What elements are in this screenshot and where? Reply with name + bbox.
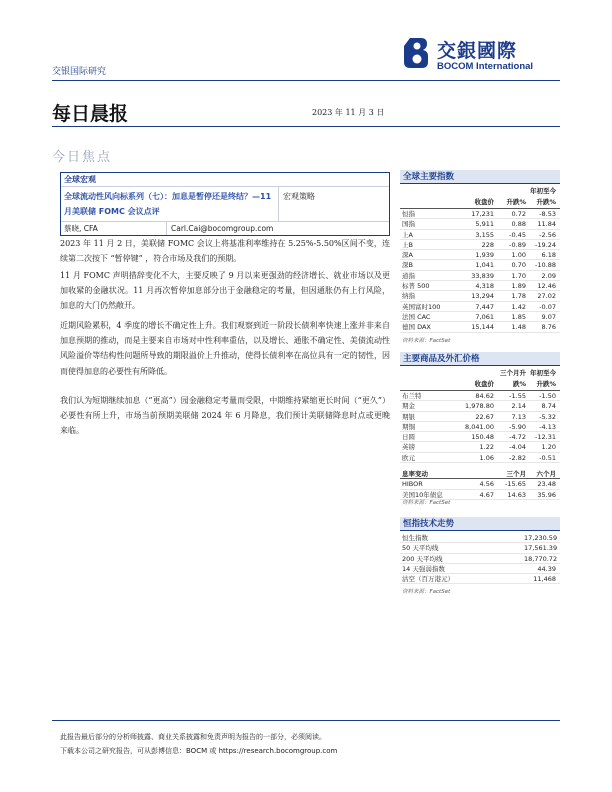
indices-row xyxy=(400,240,560,250)
indices-cell: 33,839 xyxy=(471,271,494,280)
footer-download[interactable]: 下载本公司之研究报告，可从彭博信息：BOCM 或 https://research.bocomgroup.com xyxy=(60,747,338,755)
indices-cell: 13,294 xyxy=(471,292,494,301)
commodities-cell: 150.48 xyxy=(471,433,494,442)
commodities-cell: 期银 xyxy=(402,412,415,421)
commodities-cell: 2.14 xyxy=(511,402,526,411)
indices-cell: 1.85 xyxy=(511,312,526,321)
technicals-source: 资料来源：FactSet xyxy=(402,589,451,595)
commodities-cell: -12.31 xyxy=(535,433,556,442)
commodities-cell: -1.55 xyxy=(509,392,526,400)
rates-cell: 35.96 xyxy=(537,490,556,499)
technicals-table xyxy=(400,533,560,584)
indices-cell: 2.09 xyxy=(541,271,556,280)
indices-row xyxy=(400,302,560,312)
indices-cell: 9.07 xyxy=(541,312,556,321)
rates-cell: 美国10年债息 xyxy=(402,490,443,499)
research-label: 交银国际研究 xyxy=(52,67,107,77)
technicals-row xyxy=(400,574,560,584)
commodities-cell: -4.72 xyxy=(509,433,526,442)
commodities-cell: -1.50 xyxy=(539,392,556,400)
indices-row xyxy=(400,291,560,301)
commodities-cell: 22.67 xyxy=(475,412,494,421)
bocom-logo-icon xyxy=(400,36,432,70)
indices-cell: -0.89 xyxy=(509,240,526,249)
technicals-row xyxy=(400,564,560,574)
commodities-cell: 期金 xyxy=(402,402,415,411)
technicals-cell: 18,770.72 xyxy=(524,554,558,563)
author-email-link[interactable]: Carl.Cai@bocomgroup.com xyxy=(171,224,274,233)
commodities-cell: -2.82 xyxy=(509,453,526,462)
indices-cell: 1.00 xyxy=(511,251,526,260)
indices-row xyxy=(400,281,560,291)
commodities-row xyxy=(400,442,560,452)
rates-cell: 14.63 xyxy=(507,490,526,499)
indices-cell: -0.07 xyxy=(539,302,556,311)
indices-cell: 法国 CAC xyxy=(402,312,431,321)
indices-cell: 0.72 xyxy=(511,210,526,218)
technicals-cell: 17,561.39 xyxy=(524,544,558,553)
commodities-title: 主要商品及外汇价格 xyxy=(400,352,560,366)
indices-cell: 上A xyxy=(402,230,413,239)
topic-box xyxy=(60,172,390,236)
paragraph-1: 2023 年 11 月 2 日，美联储 FOMC 会议上将基准利率维持在 5.25%-5.50%区间不变，连续第二次按下 “暂停键” ，符合市场及我们的预期。 xyxy=(60,239,390,264)
indices-row xyxy=(400,312,560,322)
indices-cell: 228 xyxy=(481,240,494,249)
rates-cell: HIBOR xyxy=(402,480,423,489)
indices-table xyxy=(400,185,560,333)
paragraph-4: 我们认为短期继续加息（“更高”）园金融稳定考量而受限，中期维持紧缩更长时间（“更久”）必要性有所上升，市场当前预期美联储 2024 年 6 月降息，我们预计美联储降息时点或更晚来临。 xyxy=(60,396,390,436)
technicals-cell: 17,230.59 xyxy=(524,534,558,542)
indices-row xyxy=(400,219,560,229)
commodities-cell: 1.06 xyxy=(479,453,494,462)
rates-cell: 4.56 xyxy=(479,480,494,489)
commodities-row xyxy=(400,422,560,432)
commodities-cell: -4.13 xyxy=(539,422,556,431)
commodities-source: 资料来源：FactSet xyxy=(402,500,451,506)
indices-row xyxy=(400,230,560,240)
indices-row xyxy=(400,260,560,270)
logo-english-name: BOCOM International xyxy=(437,61,534,72)
indices-cell: 15,144 xyxy=(471,323,494,332)
indices-cell: 英国富时100 xyxy=(402,302,441,311)
technicals-title: 恒指技术走势 xyxy=(400,517,560,531)
indices-cell: 深A xyxy=(402,251,413,260)
paragraph-2: 11 月 FOMC 声明措辞变化不大，主要反映了 9 月以来更强劲的经济增长、就业市场以及更加收紧的金融状况。11 月再次暂停加息部分出于金融稳定的考量，但因通胀仍有上行风险，加息的大门仍然敞开。 xyxy=(60,271,390,311)
indices-cell: 1,041 xyxy=(475,261,494,270)
indices-cell: 恒指 xyxy=(402,210,415,218)
indices-row xyxy=(400,250,560,260)
commodities-row xyxy=(400,412,560,422)
indices-cell: 1.70 xyxy=(511,271,526,280)
commodities-cell: -4.04 xyxy=(509,443,526,452)
indices-cell: 1.89 xyxy=(511,282,526,291)
indices-cell: 6.18 xyxy=(541,251,556,260)
indices-cell: 道指 xyxy=(402,271,415,280)
paragraph-3: 近期风险累积，4 季度的增长不确定性上升。我们观察到近一阶段长债利率快速上涨并非来自加息预期的推动，而是主要来自市场对中性利率重估，以及增长、通胀不确定性、美债流动性风险溢价等结构性问题所导致的期限溢价上升推动，使得长债利率在高位具有一定的韧性，因而使得加息的必要性有所降低。 xyxy=(60,321,390,376)
rates-header-row: 息率变动 三个月 六个月 xyxy=(400,469,560,479)
indices-cell: -19.24 xyxy=(535,240,556,249)
rates-cell: 4.67 xyxy=(479,490,494,499)
technicals-cell: 14 天强弱指数 xyxy=(402,564,445,573)
indices-cell: 4,318 xyxy=(475,282,494,291)
commodities-row xyxy=(400,453,560,463)
commodities-cell: 期铜 xyxy=(402,422,415,431)
indices-row xyxy=(400,271,560,281)
indices-cell: -8.53 xyxy=(539,210,556,218)
indices-cell: 7,447 xyxy=(475,302,494,311)
title-divider xyxy=(52,126,560,127)
indices-cell: 11.84 xyxy=(537,220,556,229)
indices-cell: 3,155 xyxy=(475,230,494,239)
rates-row xyxy=(400,479,560,489)
indices-cell: 8.76 xyxy=(541,323,556,332)
indices-cell: 0.88 xyxy=(511,220,526,229)
commodities-cell: 84.62 xyxy=(475,392,494,400)
commodities-cell: 英镑 xyxy=(402,443,415,452)
indices-cell: 上B xyxy=(402,240,413,249)
indices-source: 资料来源：FactSet xyxy=(402,338,451,344)
indices-cell: 5,911 xyxy=(475,220,494,229)
technicals-cell: 11,468 xyxy=(533,575,556,584)
indices-cell: 12.46 xyxy=(537,282,556,291)
technicals-row xyxy=(400,533,560,543)
commodities-cell: 布兰特 xyxy=(402,392,422,400)
indices-cell: 27.02 xyxy=(537,292,556,301)
indices-cell: 0.70 xyxy=(511,261,526,270)
logo-chinese-name: 交銀國際 xyxy=(437,40,518,62)
technicals-row xyxy=(400,543,560,553)
commodities-cell: 8.74 xyxy=(541,402,556,411)
commodities-row xyxy=(400,391,560,401)
commodities-cell: 欧元 xyxy=(402,453,415,462)
commodities-cell: 8,041.00 xyxy=(465,422,494,431)
commodities-cell: 1.22 xyxy=(479,443,494,452)
technicals-cell: 恒生指数 xyxy=(402,534,428,542)
technicals-row xyxy=(400,554,560,564)
commodities-row xyxy=(400,401,560,411)
commodities-cell: 1,978.80 xyxy=(465,402,494,411)
indices-cell: 1.78 xyxy=(511,292,526,301)
indices-cell: 德国 DAX xyxy=(402,323,431,332)
footer-divider xyxy=(52,720,560,721)
indices-cell: 17,231 xyxy=(471,210,494,218)
topic-report-link[interactable]: 全球流动性风向标系列（七）：加息是暂停还是终结？—11 月美联储 FOMC 会议点评 xyxy=(61,187,279,221)
indices-cell: -0.45 xyxy=(509,230,526,239)
indices-cell: 1,939 xyxy=(475,251,494,260)
commodities-row xyxy=(400,432,560,442)
topic-tag: 宏观策略 xyxy=(283,192,315,201)
footer-disclaimer: 此报告最后部分的分析师披露、商业关系披露和免责声明为报告的一部分，必须阅读。 xyxy=(60,733,326,741)
technicals-cell: 200 天平均线 xyxy=(402,554,443,563)
indices-title: 全球主要指数 xyxy=(400,170,560,184)
indices-cell: 深B xyxy=(402,261,413,270)
report-date: 2023 年 11 月 3 日 xyxy=(312,108,385,117)
rates-cell: 23.48 xyxy=(537,480,556,489)
technicals-cell: 沽空（百万港元） xyxy=(402,575,454,584)
topic-category: 全球宏观 xyxy=(61,173,389,186)
indices-cell: -2.56 xyxy=(539,230,556,239)
technicals-cell: 50 天平均线 xyxy=(402,544,439,553)
indices-row xyxy=(400,209,560,219)
indices-cell: 国指 xyxy=(402,220,415,229)
commodities-cell: 7.13 xyxy=(511,412,526,421)
commodities-cell: 1.20 xyxy=(541,443,556,452)
indices-row xyxy=(400,322,560,332)
section-title: 今日焦点 xyxy=(52,150,113,165)
indices-cell: 纳指 xyxy=(402,292,415,301)
rates-cell: -15.65 xyxy=(505,480,526,489)
indices-cell: 1.42 xyxy=(511,302,526,311)
commodities-cell: -5.90 xyxy=(509,422,526,431)
technicals-cell: 44.39 xyxy=(537,564,556,573)
indices-cell: 1.48 xyxy=(511,323,526,332)
commodities-table xyxy=(400,367,560,500)
header-divider xyxy=(52,80,560,81)
report-title: 每日晨报 xyxy=(52,103,129,125)
commodities-cell: -0.51 xyxy=(539,453,556,462)
indices-cell: 标普 500 xyxy=(402,282,430,291)
commodities-cell: -5.32 xyxy=(539,412,556,421)
indices-header-row: 收盘价 升跌% 年初至今升跌% xyxy=(400,185,560,209)
commodities-cell: 日圆 xyxy=(402,433,415,442)
indices-cell: 7,061 xyxy=(475,312,494,321)
indices-cell: -10.88 xyxy=(535,261,556,270)
commodities-header-row: 收盘价 三个月升跌% 年初至今升跌% xyxy=(400,367,560,391)
author-name: 蔡晓, CFA xyxy=(61,222,167,235)
